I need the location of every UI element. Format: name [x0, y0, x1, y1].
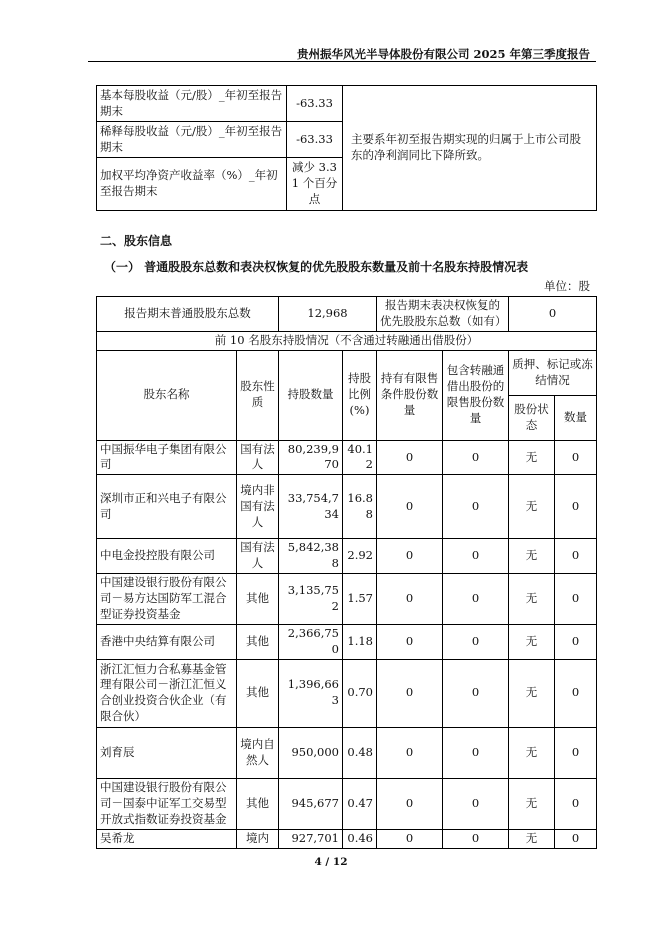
shareholder-name: 刘育辰	[97, 727, 237, 778]
table-row	[97, 539, 597, 574]
pledge-status: 无	[509, 829, 555, 848]
shares-held: 80,239,970	[279, 440, 343, 475]
table-row	[97, 727, 597, 778]
total-row	[97, 297, 597, 332]
pledge-status: 无	[509, 574, 555, 625]
pledge-status: 无	[509, 778, 555, 829]
total-value: 12,968	[279, 297, 377, 332]
unit-label: 单位：股	[544, 279, 590, 293]
top10-caption-row	[97, 331, 597, 350]
shareholder-nature: 境内	[237, 829, 279, 848]
col-header-name: 股东名称	[97, 350, 237, 440]
shareholder-rows	[97, 440, 597, 848]
lent-restricted-shares: 0	[443, 475, 509, 539]
shareholder-nature: 国有法人	[237, 539, 279, 574]
shares-held: 1,396,663	[279, 659, 343, 727]
eps-table	[96, 85, 597, 211]
shares-held: 927,701	[279, 829, 343, 848]
pledge-status: 无	[509, 659, 555, 727]
col-header-shares: 持股数量	[279, 350, 343, 440]
pledge-status: 无	[509, 727, 555, 778]
col-header-pledge-qty: 数量	[555, 395, 597, 440]
section-heading: 二、股东信息	[100, 234, 173, 248]
pledge-quantity: 0	[555, 539, 597, 574]
shareholder-nature: 其他	[237, 778, 279, 829]
shareholder-name: 中国建设银行股份有限公司－国泰中证军工交易型开放式指数证券投资基金	[97, 778, 237, 829]
holding-ratio: 40.12	[343, 440, 377, 475]
pledge-quantity: 0	[555, 625, 597, 660]
col-header-nature: 股东性质	[237, 350, 279, 440]
restricted-shares: 0	[377, 440, 443, 475]
pledge-quantity: 0	[555, 440, 597, 475]
shareholder-nature: 境内自然人	[237, 727, 279, 778]
restricted-shares: 0	[377, 829, 443, 848]
shareholder-name: 浙江汇恒力合私募基金管理有限公司－浙江汇恒义合创业投资合伙企业（有限合伙）	[97, 659, 237, 727]
table-row	[97, 659, 597, 727]
holding-ratio: 1.57	[343, 574, 377, 625]
preferred-value: 0	[509, 297, 597, 332]
eps-value: -63.33	[287, 122, 343, 158]
shareholder-nature: 其他	[237, 574, 279, 625]
col-header-lent: 包含转融通借出股份的限售股份数量	[443, 350, 509, 440]
holding-ratio: 0.47	[343, 778, 377, 829]
restricted-shares: 0	[377, 574, 443, 625]
pledge-quantity: 0	[555, 727, 597, 778]
header-row	[97, 350, 597, 395]
shareholder-name: 中电金投控股有限公司	[97, 539, 237, 574]
section-subheading: （一） 普通股股东总数和表决权恢复的优先股股东数量及前十名股东持股情况表	[104, 260, 529, 274]
lent-restricted-shares: 0	[443, 539, 509, 574]
lent-restricted-shares: 0	[443, 574, 509, 625]
shareholder-table	[96, 296, 597, 849]
eps-note: 主要系年初至报告期实现的归属于上市公司股东的净利润同比下降所致。	[343, 86, 597, 211]
table-row	[97, 625, 597, 660]
col-header-restricted: 持有有限售条件股份数量	[377, 350, 443, 440]
restricted-shares: 0	[377, 727, 443, 778]
col-header-pledge: 质押、标记或冻结情况	[509, 350, 597, 395]
pledge-status: 无	[509, 625, 555, 660]
total-label: 报告期末普通股股东总数	[97, 297, 279, 332]
pledge-status: 无	[509, 440, 555, 475]
eps-label: 加权平均净资产收益率（%）_年初至报告期末	[97, 158, 287, 211]
lent-restricted-shares: 0	[443, 727, 509, 778]
shareholder-nature: 其他	[237, 659, 279, 727]
table-row	[97, 440, 597, 475]
pledge-status: 无	[509, 475, 555, 539]
page-number: 4 / 12	[314, 856, 348, 868]
eps-label: 稀释每股收益（元/股）_年初至报告期末	[97, 122, 287, 158]
pledge-status: 无	[509, 539, 555, 574]
col-header-ratio: 持股比例(%)	[343, 350, 377, 440]
table-row	[97, 574, 597, 625]
pledge-quantity: 0	[555, 778, 597, 829]
shareholder-nature: 境内非国有法人	[237, 475, 279, 539]
lent-restricted-shares: 0	[443, 659, 509, 727]
restricted-shares: 0	[377, 625, 443, 660]
restricted-shares: 0	[377, 659, 443, 727]
shareholder-name: 深圳市正和兴电子有限公司	[97, 475, 237, 539]
shares-held: 945,677	[279, 778, 343, 829]
preferred-label: 报告期末表决权恢复的优先股股东总数（如有）	[377, 297, 509, 332]
shareholder-name: 香港中央结算有限公司	[97, 625, 237, 660]
shareholder-nature: 国有法人	[237, 440, 279, 475]
restricted-shares: 0	[377, 539, 443, 574]
lent-restricted-shares: 0	[443, 625, 509, 660]
shares-held: 2,366,750	[279, 625, 343, 660]
shares-held: 5,842,388	[279, 539, 343, 574]
holding-ratio: 16.88	[343, 475, 377, 539]
pledge-quantity: 0	[555, 574, 597, 625]
top10-caption: 前 10 名股东持股情况（不含通过转融通出借股份）	[97, 331, 597, 350]
holding-ratio: 0.46	[343, 829, 377, 848]
eps-row-basic	[97, 86, 597, 122]
restricted-shares: 0	[377, 778, 443, 829]
pledge-quantity: 0	[555, 659, 597, 727]
shares-held: 33,754,734	[279, 475, 343, 539]
holding-ratio: 2.92	[343, 539, 377, 574]
shareholder-name: 中国建设银行股份有限公司－易方达国防军工混合型证券投资基金	[97, 574, 237, 625]
holding-ratio: 0.70	[343, 659, 377, 727]
shares-held: 950,000	[279, 727, 343, 778]
restricted-shares: 0	[377, 475, 443, 539]
table-row	[97, 829, 597, 848]
eps-value: 减少 3.31 个百分点	[287, 158, 343, 211]
report-header: 贵州振华风光半导体股份有限公司 2025 年第三季度报告	[296, 47, 590, 61]
eps-value: -63.33	[287, 86, 343, 122]
pledge-quantity: 0	[555, 829, 597, 848]
table-row	[97, 475, 597, 539]
shareholder-name: 中国振华电子集团有限公司	[97, 440, 237, 475]
shares-held: 3,135,752	[279, 574, 343, 625]
lent-restricted-shares: 0	[443, 778, 509, 829]
shareholder-name: 吴希龙	[97, 829, 237, 848]
pledge-quantity: 0	[555, 475, 597, 539]
lent-restricted-shares: 0	[443, 829, 509, 848]
holding-ratio: 0.48	[343, 727, 377, 778]
col-header-pledge-status: 股份状态	[509, 395, 555, 440]
header-rule	[88, 61, 596, 62]
shareholder-nature: 其他	[237, 625, 279, 660]
eps-label: 基本每股收益（元/股）_年初至报告期末	[97, 86, 287, 122]
table-row	[97, 778, 597, 829]
lent-restricted-shares: 0	[443, 440, 509, 475]
holding-ratio: 1.18	[343, 625, 377, 660]
